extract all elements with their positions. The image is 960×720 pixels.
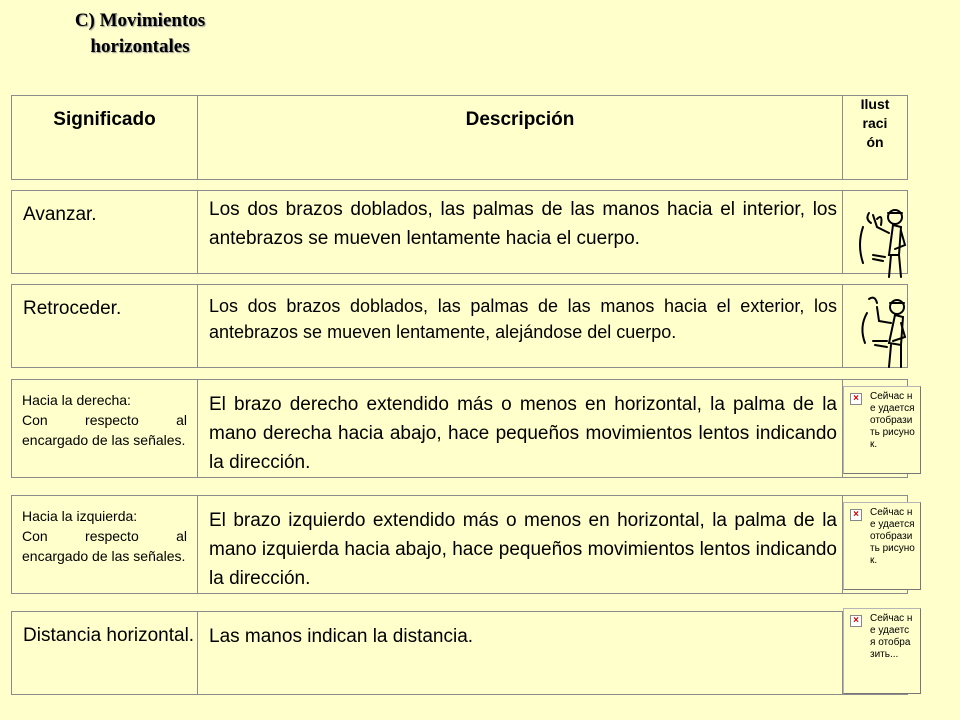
broken-image-placeholder [843, 502, 921, 590]
header-descripcion: Descripción [465, 109, 575, 130]
broken-image-text: Сейчас не удаетс я отобра зить... [870, 613, 913, 660]
row-illustration-cell [842, 190, 908, 274]
row-significado [11, 495, 198, 594]
table-row [11, 190, 908, 274]
section-title-line1: C) Movimientos [74, 10, 206, 31]
row-descripcion: Las manos indican la distancia. [197, 611, 843, 695]
row-descripcion: Los dos brazos doblados, las palmas de las manos hacia el interior, los antebrazos se mueven lentamente hacia el cuerpo. [197, 190, 843, 274]
section-title-line2: horizontales [90, 36, 190, 57]
header-ilustracion-1: Ilust [860, 96, 890, 112]
signaller-retreat-icon [855, 293, 911, 369]
row-descripcion: El brazo derecho extendido más o menos en horizontal, la palma de la mano derecha hacia abajo, hace pequeños movimientos lentos indicando la dirección. [197, 379, 843, 478]
broken-image-icon: × [850, 615, 862, 627]
broken-image-icon: × [850, 393, 862, 405]
row-significado-note: Con respecto al encargado de las señales. [22, 528, 187, 564]
broken-image-text: Сейчас не удается отобрази ть рисунок. [870, 391, 915, 450]
broken-image-text: Сейчас не удается отобрази ть рисунок. [870, 507, 915, 566]
header-row [11, 95, 908, 180]
broken-image-icon: × [850, 509, 862, 521]
header-ilustracion-2: raci [862, 115, 888, 131]
row-illustration-cell [842, 284, 908, 368]
header-cell-descripcion [197, 95, 843, 180]
broken-image-placeholder [843, 608, 921, 694]
header-cell-significado [11, 95, 198, 180]
row-significado: Distancia horizontal. [11, 611, 198, 695]
row-illustration-cell [842, 379, 915, 478]
table-row [11, 379, 915, 478]
table-row [11, 284, 908, 368]
header-significado: Significado [53, 109, 156, 130]
row-descripcion: Los dos brazos doblados, las palmas de las manos hacia el exterior, los antebrazos se mueven lentamente, alejándose del cuerpo. [197, 284, 843, 368]
row-illustration-cell [842, 495, 915, 594]
row-significado: Retroceder. [11, 284, 198, 368]
header-ilustracion [842, 95, 908, 152]
row-illustration-cell [842, 611, 913, 695]
row-significado [11, 379, 198, 478]
signaller-advance-icon [855, 205, 911, 281]
row-significado-title: Hacia la izquierda: [22, 508, 138, 524]
section-title [40, 8, 240, 60]
row-significado-note: Con respecto al encargado de las señales. [22, 412, 187, 448]
row-significado: Avanzar. [11, 190, 198, 274]
table-row [11, 611, 913, 695]
table-row [11, 495, 915, 594]
row-descripcion: El brazo izquierdo extendido más o menos en horizontal, la palma de la mano izquierda hacia abajo, hace pequeños movimientos lentos indicando la dirección. [197, 495, 843, 594]
header-ilustracion-3: ón [866, 134, 884, 150]
broken-image-placeholder [843, 386, 921, 474]
row-significado-title: Hacia la derecha: [22, 392, 131, 408]
